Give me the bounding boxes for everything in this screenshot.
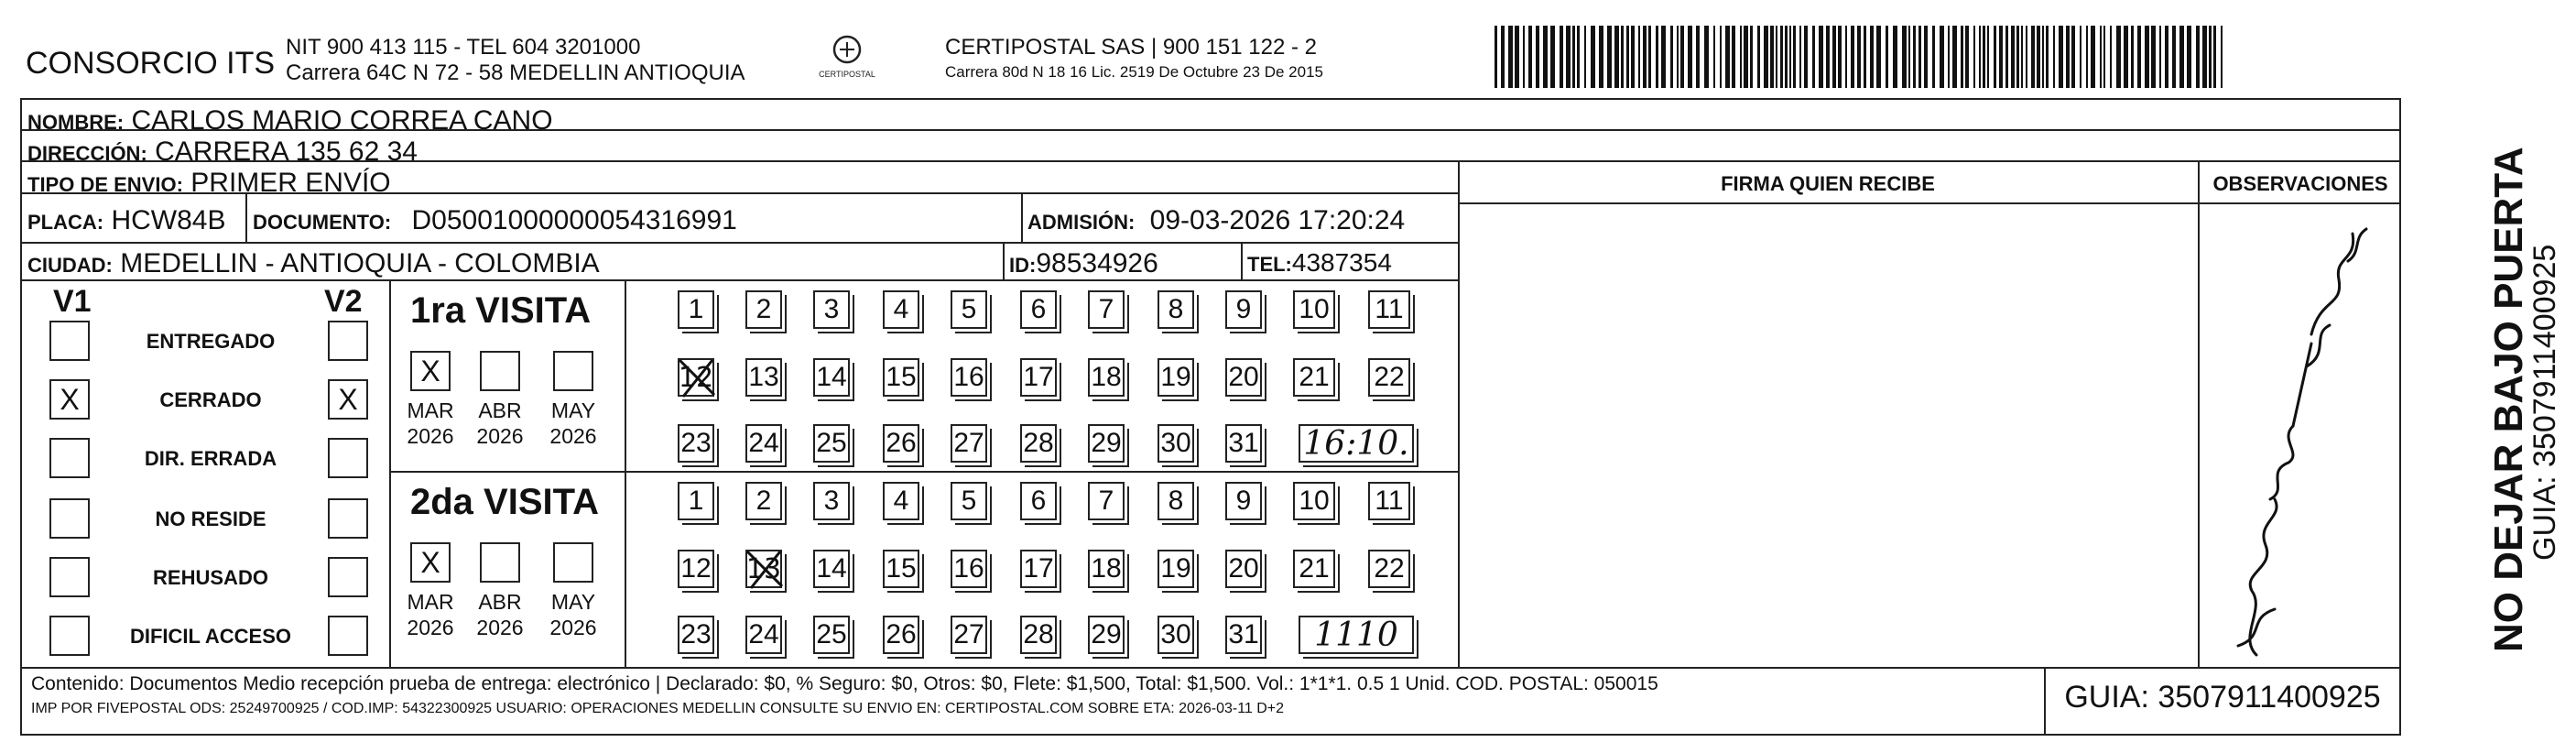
documento-label: DOCUMENTO:: [253, 211, 392, 234]
day-box-20[interactable]: 20: [1225, 550, 1262, 588]
day-box-31[interactable]: 31: [1225, 424, 1262, 463]
month-label: ABR: [478, 590, 522, 614]
month-label: MAR: [407, 590, 454, 614]
day-box-15[interactable]: 15: [883, 550, 919, 588]
v1-checkbox-1[interactable]: X: [49, 379, 90, 420]
day-box-28[interactable]: 28: [1020, 616, 1057, 654]
month-year: 2026: [549, 424, 597, 448]
day-box-7[interactable]: 7: [1088, 290, 1125, 329]
day-box-2[interactable]: 2: [745, 290, 782, 329]
day-box-16[interactable]: 16: [951, 358, 987, 397]
visit-time-box[interactable]: 16:10.: [1299, 424, 1414, 463]
day-box-10[interactable]: 10: [1293, 482, 1335, 520]
day-box-19[interactable]: 19: [1158, 550, 1194, 588]
month-year: 2026: [407, 424, 454, 448]
ciudad-value: MEDELLIN - ANTIOQUIA - COLOMBIA: [120, 248, 600, 278]
tipo-envio-label: TIPO DE ENVIO:: [27, 173, 183, 196]
day-box-20[interactable]: 20: [1225, 358, 1262, 397]
certipostal-logo: [806, 31, 888, 82]
id-value: 98534926: [1036, 248, 1158, 278]
v2-checkbox-3[interactable]: [328, 498, 368, 539]
month-checkbox-may[interactable]: [553, 351, 593, 391]
v2-checkbox-1[interactable]: X: [328, 379, 368, 420]
visit-time-box[interactable]: 1110: [1299, 616, 1414, 654]
footer-content: Contenido: Documentos Medio recepción prueba de entrega: electrónico | Declarado: $0, % Seguro: $0, Otros: $0, Flete: $1,500, Total: $1,500. Vol.: 1*1*1. 0.5 1 Unid. COD. POSTAL: 050015: [31, 673, 1658, 694]
day-box-29[interactable]: 29: [1088, 616, 1125, 654]
v1-header: V1: [53, 284, 92, 319]
day-box-18[interactable]: 18: [1088, 550, 1125, 588]
status-label-5: DIFICIL ACCESO: [129, 625, 291, 648]
day-box-30[interactable]: 30: [1158, 616, 1194, 654]
month-checkbox-abr[interactable]: [480, 351, 520, 391]
day-box-31[interactable]: 31: [1225, 616, 1262, 654]
day-box-11[interactable]: 11: [1368, 482, 1410, 520]
day-box-3[interactable]: 3: [813, 290, 850, 329]
signature-image: [2201, 206, 2397, 664]
month-label: MAY: [550, 398, 596, 422]
company-nit: NIT 900 413 115 - TEL 604 3201000: [286, 35, 641, 60]
direccion-value: CARRERA 135 62 34: [155, 136, 418, 167]
barcode: [1495, 26, 2227, 88]
day-box-21[interactable]: 21: [1293, 358, 1335, 397]
day-box-10[interactable]: 10: [1293, 290, 1335, 329]
day-box-22[interactable]: 22: [1368, 550, 1410, 588]
day-box-7[interactable]: 7: [1088, 482, 1125, 520]
day-box-4[interactable]: 4: [883, 290, 919, 329]
day-box-4[interactable]: 4: [883, 482, 919, 520]
v1-checkbox-2[interactable]: [49, 438, 90, 478]
company-address: Carrera 64C N 72 - 58 MEDELLIN ANTIOQUIA: [286, 60, 745, 85]
side-warning: NO DEJAR BAJO PUERTA: [2486, 147, 2531, 652]
ciudad-label: CIUDAD:: [27, 254, 113, 277]
tipo-envio-value: PRIMER ENVÍO: [190, 168, 391, 198]
month-checkbox-mar[interactable]: X: [410, 351, 451, 391]
id-label: ID:: [1009, 254, 1037, 277]
day-box-8[interactable]: 8: [1158, 290, 1194, 329]
visit-title-1: 2da VISITA: [410, 482, 599, 522]
month-label: ABR: [478, 398, 522, 422]
day-box-9[interactable]: 9: [1225, 290, 1262, 329]
v2-checkbox-4[interactable]: [328, 557, 368, 597]
firma-header: FIRMA QUIEN RECIBE: [1721, 172, 1935, 195]
day-box-28[interactable]: 28: [1020, 424, 1057, 463]
day-box-15[interactable]: 15: [883, 358, 919, 397]
day-box-5[interactable]: 5: [951, 290, 987, 329]
day-box-26[interactable]: 26: [883, 616, 919, 654]
tel-value: 4387354: [1291, 248, 1392, 277]
day-box-22[interactable]: 22: [1368, 358, 1410, 397]
day-box-1[interactable]: 1: [678, 482, 714, 520]
footer-imp: IMP POR FIVEPOSTAL ODS: 25249700925 / COD.IMP: 54322300925 USUARIO: OPERACIONES MEDELLIN CONSULTE SU ENVIO EN: CERTIPOSTAL.COM SOBRE ETA: 2026-03-11 D+2: [31, 701, 1285, 716]
day-box-13[interactable]: 13: [745, 358, 782, 397]
month-checkbox-may[interactable]: [553, 542, 593, 583]
courier-address: Carrera 80d N 18 16 Lic. 2519 De Octubre 23 De 2015: [945, 63, 1323, 81]
day-box-14[interactable]: 14: [813, 358, 850, 397]
placa-value: HCW84B: [111, 205, 226, 235]
day-box-5[interactable]: 5: [951, 482, 987, 520]
day-box-30[interactable]: 30: [1158, 424, 1194, 463]
visit-title-0: 1ra VISITA: [410, 290, 592, 331]
month-label: MAR: [407, 398, 454, 422]
day-box-17[interactable]: 17: [1020, 358, 1057, 397]
day-box-26[interactable]: 26: [883, 424, 919, 463]
footer-guia: GUIA: 3507911400925: [2064, 680, 2381, 715]
documento-value: D05001000000054316991: [411, 205, 737, 235]
month-year: 2026: [549, 616, 597, 639]
v1-checkbox-0[interactable]: [49, 321, 90, 361]
v2-checkbox-5[interactable]: [328, 616, 368, 656]
day-box-25[interactable]: 25: [813, 424, 850, 463]
admision-label: ADMISIÓN:: [1027, 211, 1136, 234]
day-box-6[interactable]: 6: [1020, 290, 1057, 329]
day-box-16[interactable]: 16: [951, 550, 987, 588]
day-box-12[interactable]: 12: [678, 550, 714, 588]
day-box-29[interactable]: 29: [1088, 424, 1125, 463]
tel-label: TEL:: [1247, 253, 1292, 276]
month-year: 2026: [476, 424, 524, 448]
month-year: 2026: [476, 616, 524, 639]
day-box-24[interactable]: 24: [745, 424, 782, 463]
day-box-9[interactable]: 9: [1225, 482, 1262, 520]
day-box-14[interactable]: 14: [813, 550, 850, 588]
day-box-27[interactable]: 27: [951, 424, 987, 463]
status-label-1: CERRADO: [159, 388, 262, 411]
day-box-18[interactable]: 18: [1088, 358, 1125, 397]
direccion-label: DIRECCIÓN:: [27, 142, 147, 165]
day-box-11[interactable]: 11: [1368, 290, 1410, 329]
month-checkbox-mar[interactable]: X: [410, 542, 451, 583]
month-label: MAY: [550, 590, 596, 614]
v1-checkbox-5[interactable]: [49, 616, 90, 656]
day-box-1[interactable]: 1: [678, 290, 714, 329]
day-box-2[interactable]: 2: [745, 482, 782, 520]
day-box-23[interactable]: 23: [678, 616, 714, 654]
v1-checkbox-3[interactable]: [49, 498, 90, 539]
status-label-3: NO RESIDE: [155, 507, 266, 530]
v2-checkbox-2[interactable]: [328, 438, 368, 478]
day-box-6[interactable]: 6: [1020, 482, 1057, 520]
month-year: 2026: [407, 616, 454, 639]
day-box-23[interactable]: 23: [678, 424, 714, 463]
courier-name: CERTIPOSTAL SAS | 900 151 122 - 2: [945, 35, 1317, 60]
day-box-8[interactable]: 8: [1158, 482, 1194, 520]
day-box-17[interactable]: 17: [1020, 550, 1057, 588]
nombre-value: CARLOS MARIO CORREA CANO: [131, 105, 553, 136]
v2-header: V2: [324, 284, 363, 319]
logo-wordmark: CERTIPOSTAL: [819, 70, 875, 79]
placa-label: PLACA:: [27, 211, 104, 234]
day-cross-mark: [742, 544, 788, 594]
day-box-19[interactable]: 19: [1158, 358, 1194, 397]
admision-value: 09-03-2026 17:20:24: [1149, 205, 1406, 235]
month-checkbox-abr[interactable]: [480, 542, 520, 583]
day-cross-mark: [674, 353, 720, 402]
day-box-27[interactable]: 27: [951, 616, 987, 654]
day-box-21[interactable]: 21: [1293, 550, 1335, 588]
day-box-25[interactable]: 25: [813, 616, 850, 654]
day-box-13[interactable]: 13: [745, 550, 782, 588]
day-box-24[interactable]: 24: [745, 616, 782, 654]
side-guia: GUIA: 3507911400925: [2527, 244, 2562, 561]
v2-checkbox-0[interactable]: [328, 321, 368, 361]
v1-checkbox-4[interactable]: [49, 557, 90, 597]
status-label-0: ENTREGADO: [146, 330, 276, 353]
status-label-2: DIR. ERRADA: [144, 447, 277, 470]
observaciones-header: OBSERVACIONES: [2212, 172, 2388, 195]
day-box-12[interactable]: 12: [678, 358, 714, 397]
company-name: CONSORCIO ITS: [26, 46, 276, 81]
nombre-label: NOMBRE:: [27, 111, 125, 134]
day-box-3[interactable]: 3: [813, 482, 850, 520]
status-label-4: REHUSADO: [153, 566, 268, 589]
